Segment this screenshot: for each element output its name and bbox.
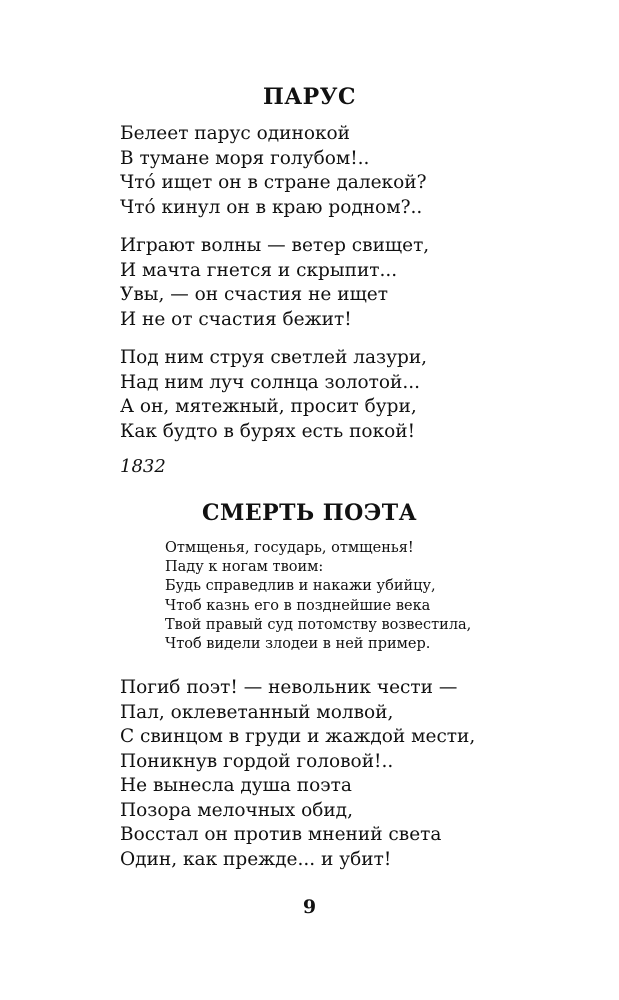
poem-title-parus: ПАРУС bbox=[262, 84, 357, 110]
poem-line: В тумане моря голубом!.. bbox=[120, 147, 370, 169]
poem-line: Под ним струя светлей лазури, bbox=[120, 347, 428, 368]
poem-line: А он, мятежный, просит бури, bbox=[120, 396, 417, 417]
poem-line: Играют волны — ветер свищет, bbox=[120, 235, 430, 256]
epigraph-line: Паду к ногам твоим: bbox=[165, 559, 324, 576]
poem-line: И мачта гнется и скрыпит... bbox=[120, 259, 398, 281]
poem-line: Что́ кинул он в краю родном?.. bbox=[120, 196, 423, 218]
epigraph-line: Чтоб казнь его в позднейшие века bbox=[165, 597, 431, 614]
poem-line: Что́ ищет он в стране далекой? bbox=[120, 172, 427, 193]
poem-line: Белеет парус одинокой bbox=[120, 123, 350, 144]
poem-line: Позора мелочных обид, bbox=[120, 799, 353, 821]
epigraph bbox=[165, 539, 471, 654]
poem-line: Погиб поэт! — невольник чести — bbox=[120, 677, 458, 698]
poem-line: Поникнув гордой головой!.. bbox=[120, 750, 394, 772]
page-number: 9 bbox=[302, 896, 317, 918]
poem-line: С свинцом в груди и жаждой мести, bbox=[120, 726, 476, 747]
poem-title-smert-poeta: СМЕРТЬ ПОЭТА bbox=[201, 500, 418, 526]
poem-date: 1832 bbox=[120, 456, 166, 477]
stanza-3 bbox=[120, 346, 427, 444]
stanza-1 bbox=[120, 122, 427, 220]
epigraph-line: Отмщенья, государь, отмщенья! bbox=[165, 540, 414, 556]
poem-line: И не от счастия бежит! bbox=[120, 308, 352, 330]
poem-line: Не вынесла душа поэта bbox=[120, 775, 352, 796]
epigraph-line: Будь справедлив и накажи убийцу, bbox=[165, 578, 436, 595]
poem-line: Пал, оклеветанный молвой, bbox=[120, 701, 394, 723]
poem-line: Восстал он против мнений света bbox=[120, 824, 442, 845]
epigraph-line: Чтоб видели злодеи в ней пример. bbox=[165, 636, 431, 653]
stanza-2 bbox=[120, 234, 429, 332]
poem-line: Как будто в бурях есть покой! bbox=[120, 420, 416, 442]
epigraph-line: Твой правый суд потомству возвестила, bbox=[165, 616, 472, 633]
stanza-4 bbox=[120, 676, 475, 872]
poem-line: Увы, — он счастия не ищет bbox=[120, 284, 388, 305]
poem-line: Над ним луч солнца золотой... bbox=[120, 371, 420, 393]
poem-line: Один, как прежде... и убит! bbox=[120, 848, 392, 870]
